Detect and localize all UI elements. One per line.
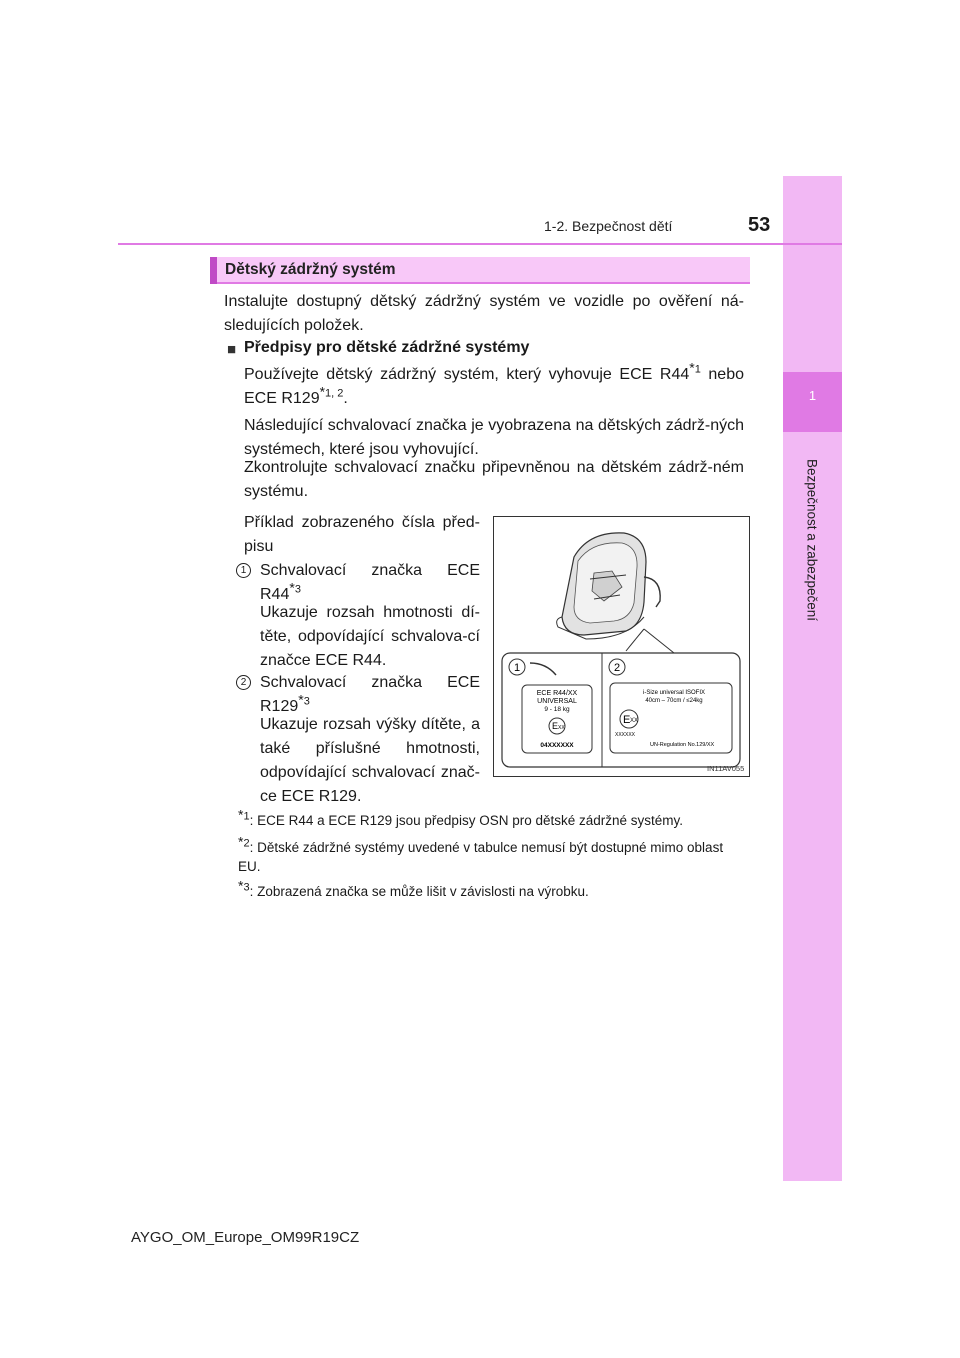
side-chapter-number: 1: [808, 388, 817, 403]
r129-code: XXXXXX: [615, 732, 636, 738]
r129-line2: 40cm – 70cm / ≤24kg: [645, 698, 703, 704]
r44-mark-sub: XX: [558, 725, 565, 731]
item-2-title: [260, 671, 480, 719]
footnote-1: [238, 806, 748, 830]
footnote-ref-1-2: 1, 2: [325, 387, 344, 400]
subsection-bullet: ■: [227, 341, 237, 358]
r129-reg: UN-Regulation No.129/XX: [650, 742, 715, 748]
r129-mark-sub: XX: [630, 718, 639, 724]
intro-paragraph: Instalujte dostupný dětský zádržný systém ve vozidle po ověření ná-sledujících položek.: [224, 293, 744, 334]
item-1-title-text: Schvalovací značka ECE R44: [260, 562, 480, 603]
figure-code: IN11AV055: [707, 764, 745, 773]
paragraph-approval-mark: Následující schvalovací značka je vyobrazena na dětských zádrž-ných systémech, které jsou vyhovující.: [244, 417, 744, 458]
section-heading-accent: [210, 257, 217, 284]
footnote-3-text: : Zobrazená značka se může lišit v závislosti na výrobku.: [249, 884, 589, 899]
footnote-1-text: : ECE R44 a ECE R129 jsou předpisy OSN pro dětské zádržné systémy.: [249, 813, 684, 828]
paragraph-example: Příklad zobrazeného čísla před-pisu: [244, 514, 480, 555]
footnote-2: [238, 833, 748, 876]
footnote-star: *: [238, 877, 244, 894]
figure-num-2: 2: [613, 662, 621, 674]
footnote-star: *: [238, 806, 244, 823]
footnote-ref-1: 1: [694, 363, 701, 376]
footnote-star: *: [238, 833, 244, 850]
item-1-description: Ukazuje rozsah hmotnosti dí-těte, odpovídající schvalova-cí značce ECE R44.: [260, 604, 480, 669]
paragraph-regulations: [244, 359, 745, 411]
footnote-2-text: : Dětské zádržné systémy uvedené v tabulce nemusí být dostupné mimo oblast EU.: [238, 840, 724, 874]
footer-doc-id: AYGO_OM_Europe_OM99R19CZ: [131, 1229, 360, 1246]
footnote-ref-star: *: [319, 383, 326, 400]
item-2-description: Ukazuje rozsah výšky dítěte, a také příslušné hmotnosti, odpovídající schvalovací znač-ce ECE R129.: [260, 716, 480, 805]
page-number: 53: [748, 214, 771, 236]
r44-line1: ECE R44/XX: [536, 690, 578, 697]
r44-mark: E: [552, 721, 559, 731]
figure-num-1: 1: [513, 662, 521, 674]
item-1-title: [260, 559, 480, 607]
item-2-footnote-ref: 3: [303, 695, 310, 708]
footnote-ref-star: *: [689, 359, 695, 376]
r44-line3: 9 - 18 kg: [544, 706, 570, 713]
footnote-1-mark: 1: [243, 810, 250, 823]
r44-line2: UNIVERSAL: [537, 698, 577, 705]
regulations-text-b: nebo ECE R129: [244, 366, 745, 407]
item-2-title-text: Schvalovací značka ECE R129: [260, 674, 480, 715]
r44-code: 04XXXXXX: [540, 742, 574, 749]
footnote-ref-star: *: [289, 579, 295, 596]
section-title: Dětský zádržný systém: [225, 261, 396, 278]
figure-illustration: [494, 517, 749, 776]
subsection-title: Předpisy pro dětské zádržné systémy: [244, 339, 530, 356]
footnote-2-mark: 2: [243, 837, 250, 850]
regulations-text-c: .: [343, 390, 348, 407]
side-thumb-strip: [783, 176, 842, 1181]
item-1-footnote-ref: 3: [294, 583, 301, 596]
footnote-3-mark: 3: [243, 881, 250, 894]
r129-line1: i-Size universal ISOFIX: [642, 690, 706, 696]
paragraph-check-mark: Zkontrolujte schvalovací značku připevněnou na dětském zádrž-ném systému.: [244, 459, 744, 500]
regulations-text-a: Používejte dětský zádržný systém, který vyhovuje ECE R44: [244, 366, 690, 383]
side-chapter-label: Bezpečnost a zabezpečení: [804, 458, 820, 622]
item-number-2: 2: [236, 675, 251, 690]
header-rule: [118, 243, 842, 245]
footnote-3: [238, 877, 748, 901]
child-seat-illustration: [557, 533, 674, 653]
r129-mark: E: [623, 714, 631, 726]
figure-child-seat-labels: [493, 516, 750, 777]
footnote-ref-star: *: [298, 691, 304, 708]
item-number-1: 1: [236, 563, 251, 578]
header-section-title: 1-2. Bezpečnost dětí: [544, 218, 673, 234]
